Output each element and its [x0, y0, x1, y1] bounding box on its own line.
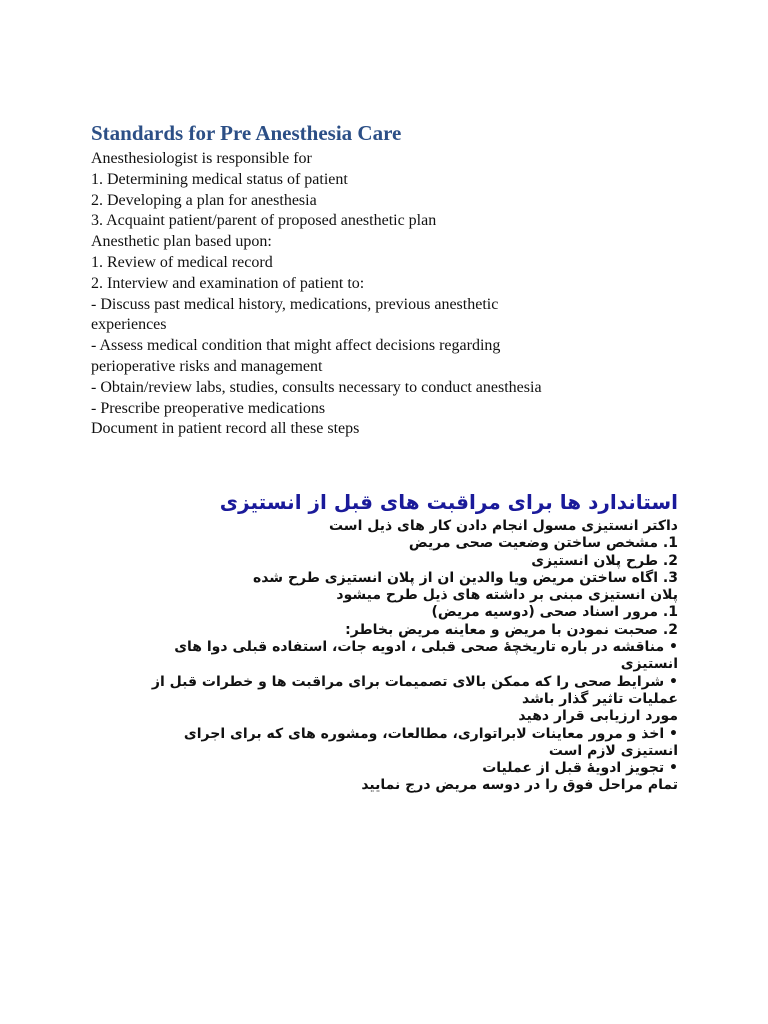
- english-line: Anesthetic plan based upon:: [91, 233, 272, 251]
- english-line: 3. Acquaint patient/parent of proposed anesthetic plan: [91, 212, 437, 230]
- persian-body: [78, 518, 678, 795]
- persian-line: داکتر انستیزی مسول انجام دادن کار های ذیل است: [328, 518, 678, 534]
- persian-line: • شرایط صحی را که ممکن بالای تصمیمات برای مراقبت ها و خطرات قبل از: [151, 673, 678, 690]
- persian-section: [78, 486, 678, 795]
- english-line: - Obtain/review labs, studies, consults necessary to conduct anesthesia: [91, 378, 542, 396]
- persian-line: انستیزی: [620, 656, 678, 673]
- persian-line: • اخذ و مرور معاینات لابراتواری، مطالعات، ومشوره های که برای اجرای: [183, 725, 678, 742]
- persian-line: تمام مراحل فوق را در دوسه مریض درج نمایید: [361, 777, 678, 794]
- english-line: 2. Developing a plan for anesthesia: [91, 191, 317, 209]
- english-line: perioperative risks and management: [91, 357, 323, 375]
- english-line: Document in patient record all these steps: [91, 420, 360, 438]
- persian-line: مورد ارزیابی قرار دهید: [518, 708, 678, 725]
- english-line: Anesthesiologist is responsible for: [91, 150, 312, 167]
- persian-line: 3. اگاه ساختن مریض ویا والدین ان از پلان انستیزی طرح شده: [252, 569, 678, 586]
- persian-line: • مناقشه در باره تاریخچۀ صحی قبلی ، ادویه جات، استفاده قبلی دوا های: [174, 639, 678, 656]
- persian-line: 2. صحبت نمودن با مریض و معاینه مریض بخاطر:: [345, 621, 678, 638]
- persian-line: 1. مشخص ساختن وضعیت صحی مریض: [408, 535, 678, 552]
- english-line: experiences: [91, 316, 167, 334]
- persian-line: • تجویز ادویۀ قبل از عملیات: [482, 760, 678, 777]
- english-line: - Discuss past medical history, medications, previous anesthetic: [91, 295, 499, 313]
- english-line: - Assess medical condition that might affect decisions regarding: [91, 337, 501, 355]
- english-body: [91, 149, 611, 440]
- english-line: 1. Determining medical status of patient: [91, 170, 348, 188]
- english-section: [91, 118, 611, 440]
- persian-line: پلان انستیزی مبنی بر داشته های ذیل طرح میشود: [336, 587, 678, 604]
- persian-line: 2. طرح پلان انستیزی: [531, 552, 678, 569]
- persian-line: عملیات تاثیر گذار باشد: [522, 690, 678, 707]
- english-title: Standards for Pre Anesthesia Care: [91, 121, 402, 145]
- persian-line: 1. مرور اسناد صحی (دوسیه مریض): [431, 604, 678, 621]
- english-line: 1. Review of medical record: [91, 253, 273, 271]
- english-line: 2. Interview and examination of patient to:: [91, 274, 365, 292]
- persian-title: استاندارد ها برای مراقبت های قبل از انستیزی: [219, 490, 678, 514]
- english-line: - Prescribe preoperative medications: [91, 399, 326, 417]
- persian-line: انستیزی لازم است: [548, 742, 678, 759]
